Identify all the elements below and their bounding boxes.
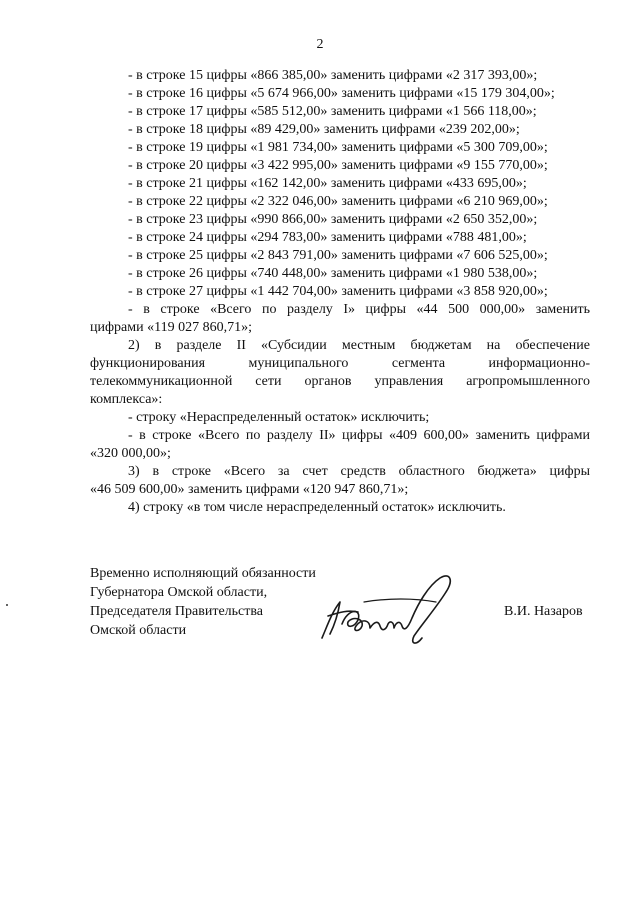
amendment-line: - в строке 24 цифры «294 783,00» заменить цифрами «788 481,00»; (128, 230, 527, 245)
signatory-title-line-4: Омской области (90, 623, 187, 638)
amendment-line: - в строке 25 цифры «2 843 791,00» заменить цифрами «7 606 525,00»; (128, 248, 548, 263)
signer-name: В.И. Назаров (504, 604, 583, 619)
section-1-total (90, 301, 590, 337)
amendments-section-1 (90, 67, 590, 301)
signatory-title-line-3: Председателя Правительства (90, 604, 264, 619)
amendment-line: - в строке 21 цифры «162 142,00» заменить цифрами «433 695,00»; (128, 176, 527, 191)
section-3-paragraph (90, 463, 590, 499)
amendment-line: - в строке 17 цифры «585 512,00» заменить цифрами «1 566 118,00»; (128, 104, 537, 119)
amendment-line: - в строке 22 цифры «2 322 046,00» заменить цифрами «6 210 969,00»; (128, 194, 548, 209)
section-2-line-3: телекоммуникационной сети органов управления агропромышленного (90, 374, 590, 389)
amendment-line: - в строке 16 цифры «5 674 966,00» заменить цифрами «15 179 304,00»; (128, 86, 555, 101)
amendment-line: - в строке 15 цифры «866 385,00» заменить цифрами «2 317 393,00»; (128, 68, 538, 83)
section-2-line-4: комплекса»: (90, 392, 163, 407)
amendment-line: - в строке 26 цифры «740 448,00» заменить цифрами «1 980 538,00»; (128, 266, 538, 281)
section-3-line-1: 3) в строке «Всего за счет средств областного бюджета» цифры (128, 464, 590, 479)
section-1-total-line-2: цифрами «119 027 860,71»; (90, 320, 252, 335)
section-2-line-2: функционирования муниципального сегмента информационно- (90, 356, 590, 371)
amendment-line: - в строке 18 цифры «89 429,00» заменить цифрами «239 202,00»; (128, 122, 520, 137)
section-1-total-line-1: - в строке «Всего по разделу I» цифры «44 500 000,00» заменить (128, 302, 590, 317)
scan-artifact-dot (6, 604, 8, 606)
document-body (90, 67, 590, 517)
section-2-total-line-1: - в строке «Всего по разделу II» цифры «409 600,00» заменить цифрами (128, 428, 590, 443)
signatory-title (90, 564, 316, 640)
section-2-remove-reserve: - строку «Нераспределенный остаток» исключить; (128, 410, 430, 425)
section-2-line-1: 2) в разделе II «Субсидии местным бюджетам на обеспечение (128, 338, 590, 353)
section-4-line-1: 4) строку «в том числе нераспределенный остаток» исключить. (128, 500, 506, 515)
section-4-paragraph (90, 499, 590, 517)
section-3-line-2: «46 509 600,00» заменить цифрами «120 947 860,71»; (90, 482, 409, 497)
section-2-paragraph (90, 337, 590, 463)
amendment-line: - в строке 19 цифры «1 981 734,00» заменить цифрами «5 300 709,00»; (128, 140, 548, 155)
amendment-line: - в строке 23 цифры «990 866,00» заменить цифрами «2 650 352,00»; (128, 212, 538, 227)
signatory-title-line-1: Временно исполняющий обязанности (90, 566, 316, 581)
section-2-total-line-2: «320 000,00»; (90, 446, 171, 461)
handwritten-signature (318, 572, 468, 652)
signatory-title-line-2: Губернатора Омской области, (90, 585, 268, 600)
amendment-line: - в строке 20 цифры «3 422 995,00» заменить цифрами «9 155 770,00»; (128, 158, 548, 173)
amendment-line: - в строке 27 цифры «1 442 704,00» заменить цифрами «3 858 920,00»; (128, 284, 548, 299)
page-number: 2 (316, 37, 324, 52)
